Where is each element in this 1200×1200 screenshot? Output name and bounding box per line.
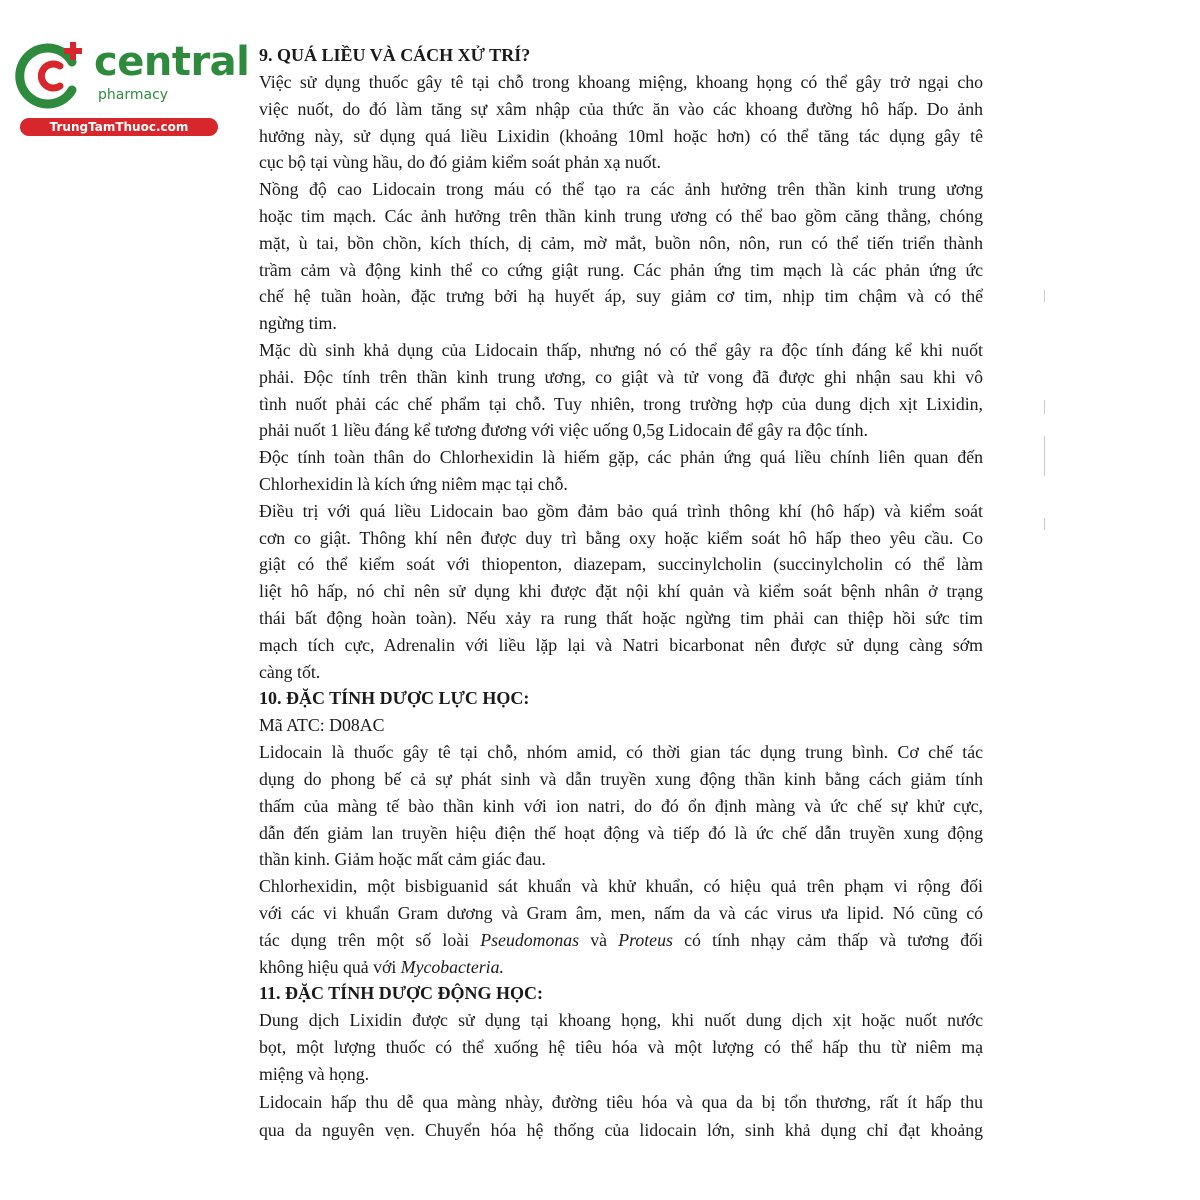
section-9-paragraph-5: Điều trị với quá liều Lidocain bao gồm đảm bảo quá trình thông khí (hô hấp) và kiểm soát cơn co giật. Thông khí nên được duy trì bằng oxy hoặc kiểm soát hô hấp theo yêu cầu. Co giật có thể kiểm soát với thiopenton, diazepam, succinylcholin (succinylcholin có thể làm liệt hô hấp, nó chỉ nên sử dụng khi được đặt nội khí quản và kiểm soát bệnh nhân ở trạng thái bất động hoàn toàn). Nếu xảy ra rung thất hoặc ngừng tim phải can thiệp hồi sức tim mạch tích cực, Adrenalin với liều lặp lại và Natri bicarbonat nên được sử dụng càng sớm càng tốt. <box>259 500 983 682</box>
section-9-paragraph-2: Nồng độ cao Lidocain trong máu có thể tạo ra các ảnh hưởng trên thần kinh trung ương hoặc tim mạch. Các ảnh hưởng trên thần kinh trung ương có thể bao gồm căng thẳng, chóng mặt, ù tai, bồn chồn, kích thích, dị cảm, mờ mắt, buồn nôn, nôn, run có thể tiến triển thành trầm cảm và động kinh thể co cứng giật rung. Các phản ứng tim mạch là các phản ứng ức chế hệ tuần hoàn, đặc trưng bởi hạ huyết áp, suy giảm cơ tim, nhịp tim chậm và có thể ngừng tim. <box>259 179 983 334</box>
scan-mark <box>1044 436 1045 476</box>
section-10-paragraph-1: Lidocain là thuốc gây tê tại chỗ, nhóm amid, có thời gian tác dụng trung bình. Cơ chế tác dụng do phong bế cả sự phát sinh và dẫn truyền xung động thần kinh bằng cách giảm tính thấm của màng tế bào thần kinh với ion natri, do đó ổn định màng và ức chế sự khử cực, dẫn đến giảm lan truyền hiệu điện thế hoạt động và tiếp đó là ức chế dẫn truyền xung động thần kinh. Giảm hoặc mất cảm giác đau. <box>259 742 983 870</box>
section-10-paragraph-2: Chlorhexidin, một bisbiguanid sát khuẩn và khử khuẩn, có hiệu quả trên phạm vi rộng đối với các vi khuẩn Gram dương và Gram âm, men, nấm da và các virus ưa lipid. Nó cũng có tác dụng trên một số loài Pseudomonas và Proteus có tính nhạy cảm thấp và tương đối không hiệu quả với Mycobacteria. <box>259 876 983 977</box>
scan-mark <box>1044 400 1045 414</box>
section-11-paragraph-1: Dung dịch Lixidin được sử dụng tại khoang họng, khi nuốt dung dịch xịt hoặc nuốt nước bọt, một lượng thuốc có thể xuống hệ tiêu hóa và một lượng có thể hấp thu từ niêm mạ miệng và họng. <box>259 1010 983 1084</box>
brand-name: central <box>94 39 250 85</box>
central-pharmacy-logo <box>10 36 250 136</box>
scan-mark <box>1044 518 1045 530</box>
section-9-heading: 9. QUÁ LIỀU VÀ CÁCH XỬ TRÍ? <box>259 45 531 65</box>
section-10-heading: 10. ĐẶC TÍNH DƯỢC LỰC HỌC: <box>259 688 530 709</box>
brand-website: TrungTamThuoc.com <box>20 118 218 136</box>
section-9-paragraph-3: Mặc dù sinh khả dụng của Lidocain thấp, nhưng nó có thể gây ra độc tính đáng kể khi nuốt phải. Độc tính trên thần kinh trung ương, co giật và tử vong đã được ghi nhận sau khi vô tình nuốt phải các chế phẩm tại chỗ. Tuy nhiên, trong trường hợp của dung dịch xịt Lixidin, phải nuốt 1 liều đáng kể tương đương với việc uống 0,5g Lidocain để gây ra độc tính. <box>259 339 983 441</box>
brand-subtitle: pharmacy <box>98 87 169 103</box>
pharmacy-cross-icon <box>10 36 90 116</box>
atc-code: Mã ATC: D08AC <box>259 715 385 736</box>
section-11-paragraph-2: Lidocain hấp thu dễ qua màng nhày, đường tiêu hóa và qua da bị tổn thương, rất ít hấp thu qua da nguyên vẹn. Chuyển hóa hệ thống của lidocain lớn, sinh khả dụng chỉ đạt khoảng <box>259 1091 983 1140</box>
document-body <box>259 42 983 1144</box>
section-11-heading: 11. ĐẶC TÍNH DƯỢC ĐỘNG HỌC: <box>259 983 544 1004</box>
scan-mark <box>1044 290 1045 302</box>
organism-name: Proteus <box>618 929 673 950</box>
organism-name: Pseudomonas <box>480 929 580 950</box>
organism-name: Mycobacteria. <box>400 956 504 977</box>
section-9-paragraph-1: Việc sử dụng thuốc gây tê tại chỗ trong khoang miệng, khoang họng có thể gây trở ngại cho việc nuốt, do đó làm tăng sự xâm nhập của thức ăn vào các khoang đường hô hấp. Do ảnh hưởng này, sử dụng quá liều Lixidin (khoảng 10ml hoặc hơn) có thể tăng tác dụng gây tê cục bộ tại vùng hầu, do đó giảm kiểm soát phản xạ nuốt. <box>259 72 983 173</box>
section-9-paragraph-4: Độc tính toàn thân do Chlorhexidin là hiếm gặp, các phản ứng quá liều chính liên quan đến Chlorhexidin là kích ứng niêm mạc tại chỗ. <box>259 447 983 494</box>
